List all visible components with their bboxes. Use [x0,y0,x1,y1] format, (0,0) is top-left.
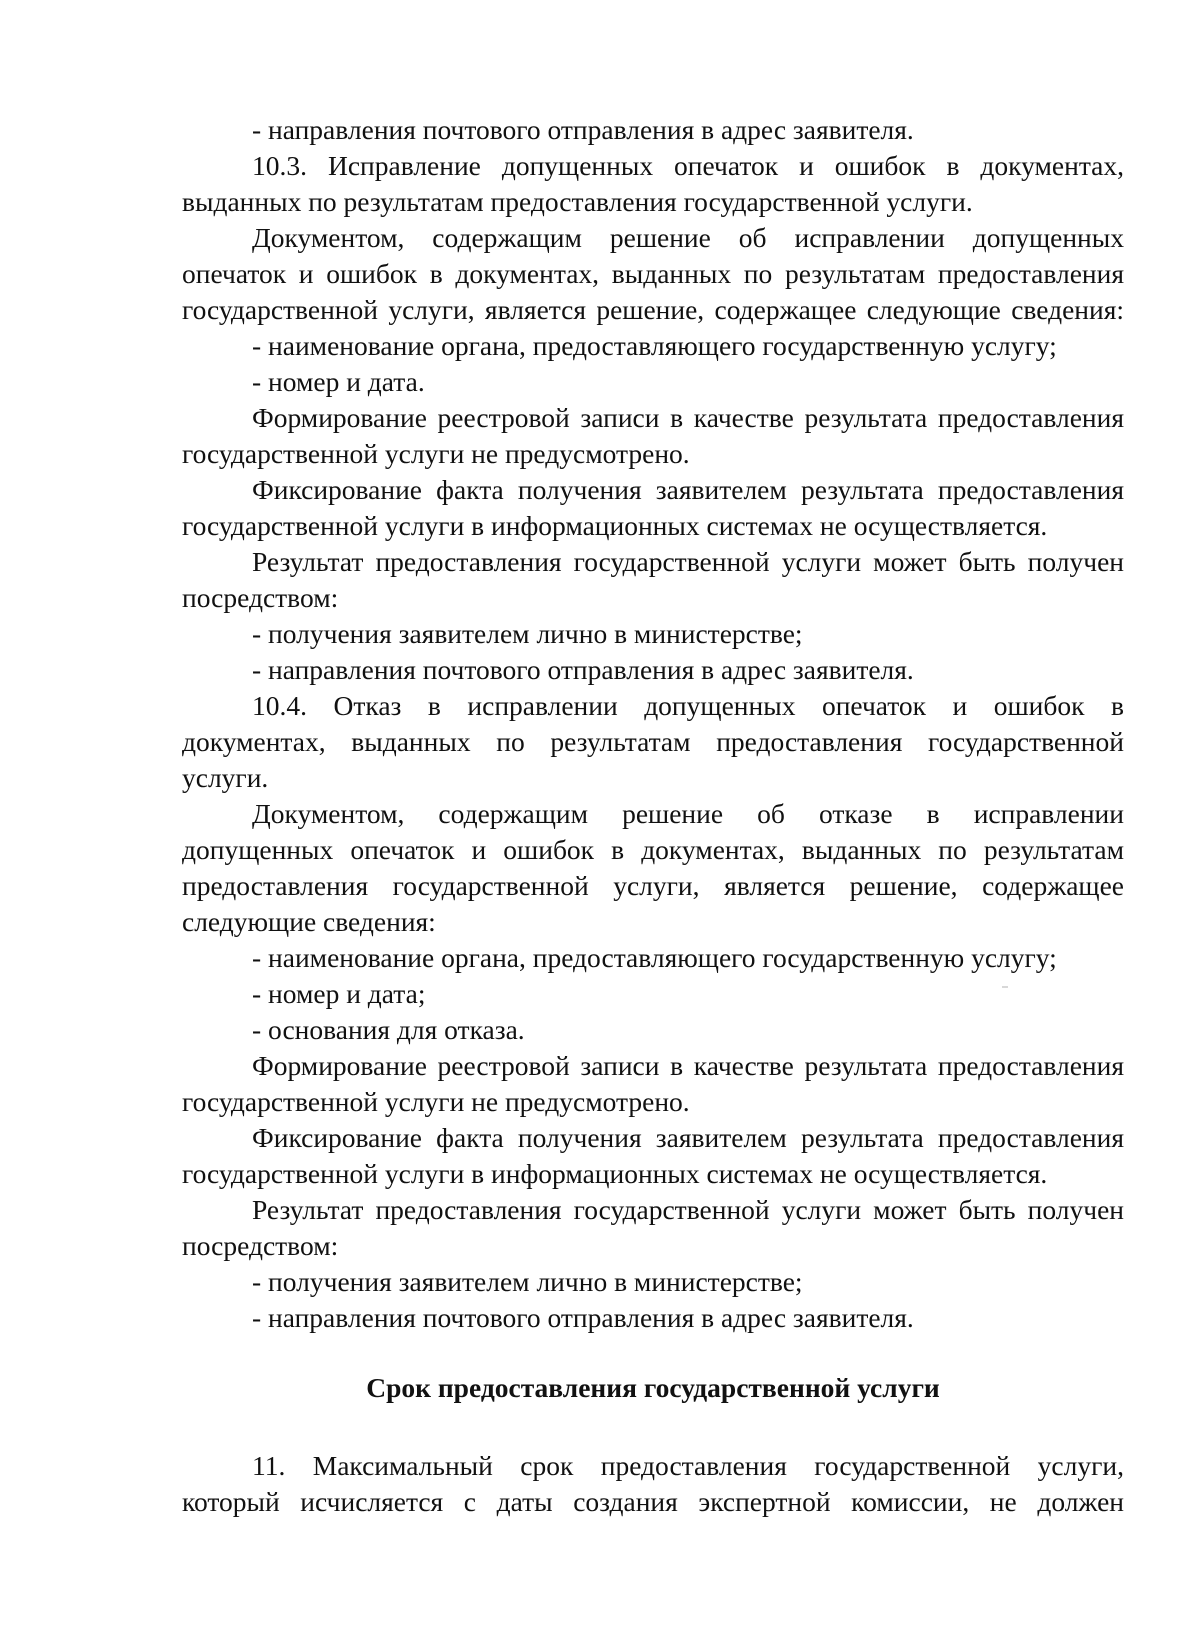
text-line: - направления почтового отправления в адрес заявителя. [252,654,914,685]
document-body [182,112,1124,1520]
text-line: Формирование реестровой записи в качестве результата предоставления [252,402,1124,433]
text-line: государственной услуги в информационных системах не осуществляется. [182,510,1048,541]
text-line: выданных по результатам предоставления государственной услуги. [182,186,973,217]
text-block-before-heading [182,112,1124,1336]
text-line: государственной услуги в информационных системах не осуществляется. [182,1158,1048,1189]
scan-speck [1002,986,1008,988]
text-line: Фиксирование факта получения заявителем результата предоставления [252,1122,1124,1153]
text-line: - наименование органа, предоставляющего государственную услугу; [252,942,1057,973]
text-line: 11. Максимальный срок предоставления государственной услуги, [252,1450,1124,1481]
text-line: Результат предоставления государственной услуги может быть получен [252,546,1124,577]
text-line: - направления почтового отправления в адрес заявителя. [252,1302,914,1333]
text-line: - номер и дата; [252,978,426,1009]
text-line: 10.4. Отказ в исправлении допущенных опечаток и ошибок в [252,690,1124,721]
text-line: документах, выданных по результатам предоставления государственной [182,726,1124,757]
text-line: государственной услуги не предусмотрено. [182,438,690,469]
text-line: услуги. [182,762,269,793]
text-line: который исчисляется с даты создания экспертной комиссии, не должен [182,1486,1124,1517]
text-line: Фиксирование факта получения заявителем результата предоставления [252,474,1124,505]
text-line: государственной услуги не предусмотрено. [182,1086,690,1117]
text-line: предоставления государственной услуги, является решение, содержащее [182,870,1124,901]
section-heading: Срок предоставления государственной услуги [366,1372,940,1403]
text-line: - наименование органа, предоставляющего государственную услугу; [252,330,1057,361]
text-line: посредством: [182,582,339,613]
text-line: опечаток и ошибок в документах, выданных по результатам предоставления [182,258,1124,289]
text-line: Документом, содержащим решение об исправлении допущенных [252,222,1124,253]
text-line: допущенных опечаток и ошибок в документах, выданных по результатам [182,834,1124,865]
text-block-after-heading [182,1448,1124,1520]
text-line: следующие сведения: [182,906,436,937]
text-line: Формирование реестровой записи в качестве результата предоставления [252,1050,1124,1081]
text-line: - номер и дата. [252,366,425,397]
text-line: 10.3. Исправление допущенных опечаток и ошибок в документах, [252,150,1124,181]
text-line: государственной услуги, является решение, содержащее следующие сведения: [182,294,1124,325]
text-line: - основания для отказа. [252,1014,525,1045]
text-line: Результат предоставления государственной услуги может быть получен [252,1194,1124,1225]
text-line: - получения заявителем лично в министерстве; [252,1266,803,1297]
text-line: Документом, содержащим решение об отказе в исправлении [252,798,1124,829]
text-line: - получения заявителем лично в министерстве; [252,618,803,649]
text-line: посредством: [182,1230,339,1261]
text-line: - направления почтового отправления в адрес заявителя. [252,114,914,145]
